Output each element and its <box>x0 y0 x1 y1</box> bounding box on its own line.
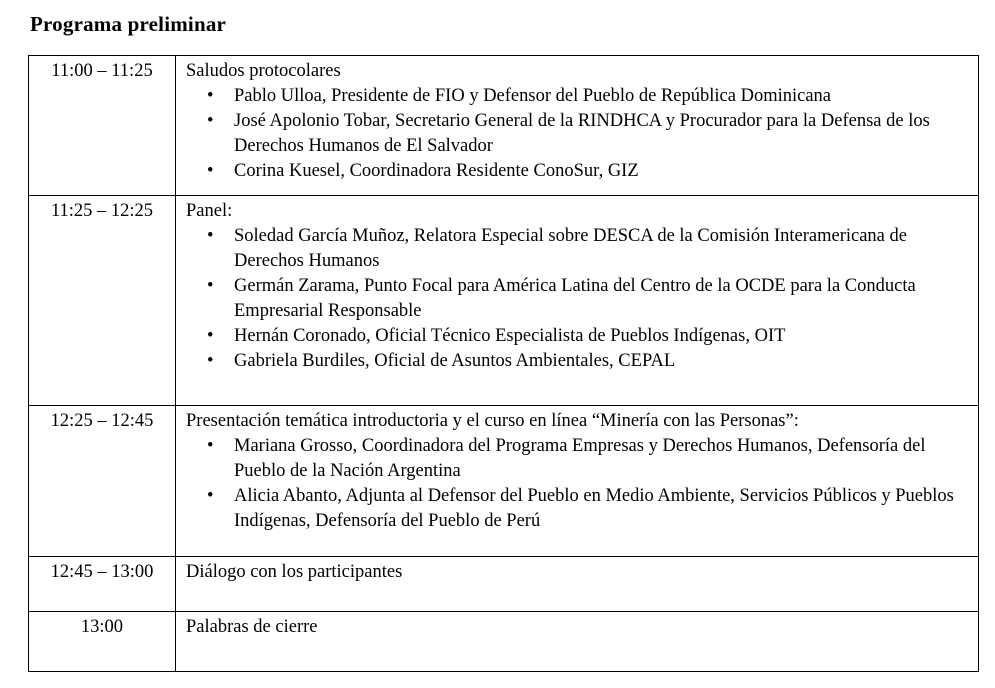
table-row <box>29 612 979 672</box>
table-row <box>29 557 979 612</box>
speaker-item: • Pablo Ulloa, Presidente de FIO y Defensor del Pueblo de República Dominicana <box>186 84 970 109</box>
speaker-item: • Alicia Abanto, Adjunta al Defensor del Pueblo en Medio Ambiente, Servicios Públicos y Pueblos Indígenas, Defensoría del Pueblo de Perú <box>186 484 970 534</box>
session-heading: Diálogo con los participantes <box>186 562 403 582</box>
speaker-list <box>186 434 970 534</box>
speaker-list <box>186 84 970 184</box>
time-cell: 11:00 – 11:25 <box>29 56 176 196</box>
session-heading: Saludos protocolares <box>186 61 341 81</box>
content-cell <box>176 196 979 406</box>
time-cell: 11:25 – 12:25 <box>29 196 176 406</box>
session-heading: Palabras de cierre <box>186 617 318 637</box>
time-cell: 12:25 – 12:45 <box>29 406 176 557</box>
session-heading: Presentación temática introductoria y el curso en línea “Minería con las Personas”: <box>186 411 799 431</box>
table-row <box>29 56 979 196</box>
session-heading: Panel: <box>186 201 233 221</box>
speaker-item: • José Apolonio Tobar, Secretario General de la RINDHCA y Procurador para la Defensa de los Derechos Humanos de El Salvador <box>186 109 970 159</box>
speaker-item: • Corina Kuesel, Coordinadora Residente ConoSur, GIZ <box>186 159 970 184</box>
program-table <box>28 55 979 672</box>
speaker-item: • Germán Zarama, Punto Focal para América Latina del Centro de la OCDE para la Conducta Empresarial Responsable <box>186 274 970 324</box>
content-cell <box>176 612 979 672</box>
table-row <box>29 196 979 406</box>
page-title: Programa preliminar <box>30 12 227 36</box>
content-cell <box>176 56 979 196</box>
speaker-item: • Gabriela Burdiles, Oficial de Asuntos Ambientales, CEPAL <box>186 349 970 374</box>
content-cell <box>176 406 979 557</box>
speaker-list <box>186 224 970 374</box>
speaker-item: • Soledad García Muñoz, Relatora Especial sobre DESCA de la Comisión Interamericana de Derechos Humanos <box>186 224 970 274</box>
speaker-item: • Hernán Coronado, Oficial Técnico Especialista de Pueblos Indígenas, OIT <box>186 324 970 349</box>
content-cell <box>176 557 979 612</box>
table-row <box>29 406 979 557</box>
speaker-item: • Mariana Grosso, Coordinadora del Programa Empresas y Derechos Humanos, Defensoría del Pueblo de la Nación Argentina <box>186 434 970 484</box>
time-cell: 12:45 – 13:00 <box>29 557 176 612</box>
time-cell: 13:00 <box>29 612 176 672</box>
